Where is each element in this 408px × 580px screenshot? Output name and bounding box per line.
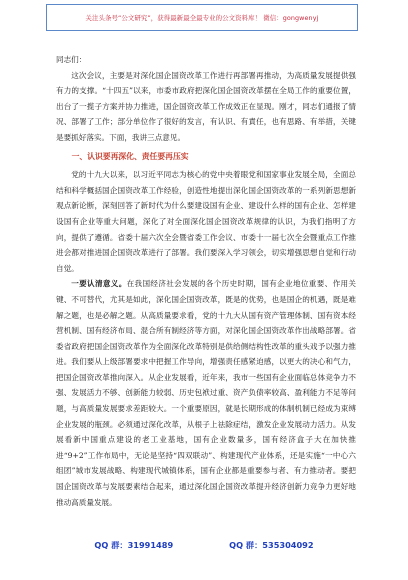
qq-group-1: QQ 群：31991489 (94, 540, 174, 550)
section-heading: 一、认识要再深化、责任要再压实 (71, 151, 189, 161)
salutation: 同志们： (56, 55, 87, 64)
paragraph-lead: 一要认清意义。 (71, 279, 127, 289)
qq-group-2: QQ 群：535304092 (229, 540, 314, 550)
body-paragraph: 党的十九大以来，以习近平同志为核心的党中央着眼党和国家事业发展全局，全面总结和科学概括国企国资改革工作经验，创造性地提出深化国企国资改革的一系列新思想新观点新论断，深刻回答了新时代为什么要建设国有企业、建设什么样的国有企业、怎样建设国有企业等重大问题，深化了对全面深化国企国资改革规律的认识，为我们指明了方向，提供了遵循。省委十届六次全会暨省委工作会议、市委十一届七次全会暨重点工作推进会都对推进国企国资改革进行了部署。我们要深入学习领会，切实增强思想自觉和行动自觉。 (56, 170, 356, 273)
body-paragraph (56, 276, 356, 510)
footer-contact (0, 540, 408, 551)
paragraph-text: 在我国经济社会发展的各个历史时期，国有企业地位重要、作用关键、不可替代，尤其是如此，深化国企国资改革，既是的优势，也是国企的机遇，既是难解之题，也是必解之题。从高质量要求看，党的十九大从国有资产管理体制、国有资本经营机制、国有经济布局、混合所有制经济等方面，对深化国企国资改革作出战略部署。省委省政府把国企国资改革作为全面深化改革特别是供给侧结构性改革的重头戏予以强力推进。我们要从上级部署要求中把握工作导向，增强责任感紧迫感，以更大的决心和气力，把国企国资改革推向深入。从企业发展看，近年来，我市一些国有企业面临总体竞争力不强、发展活力不够、创新能力较弱、历史包袱过重、资产负债率较高、盈利能力不足等问题，与高质量发展要求差距较大。一个重要原因，就是长期形成的体制机制已经成为束缚企业发展的瓶颈。必须通过深化改革，从根子上祛除症结，激发企业发展动力活力。从发展看新中国重点建设的老工业基地，国有企业数量多，国有经济盒子大在加快推进“9+2”工作布局中，无论是坚持“四双联动”、构建现代产业体系，还是实施“一中心六组团”城市发展战略、构建现代城镇体系，国有企业都是重要参与者、有力推动者。要把国企国资改革与发展要素结合起来，通过深化国企国资改革提升经济创新力竞争力更好地推动高质量发展。 (56, 279, 357, 507)
intro-paragraph: 这次会议，主要是对深化国企国资改革工作进行再部署再推动，为高质量发展提供强有力的支撑。“十四五”以来，市委市政府把深化国企国资改革摆在全局工作的重要位置，出台了一揽子方案并协力推进，国企国资改革工作成效正在显现。刚才，同志们通报了情况、部署了工作；部分单位作了很好的发言，有认识、有責任，也有思路、有举措，关键是要抓好落实。下面，我讲三点意见。 (56, 70, 356, 142)
document-body (56, 52, 356, 510)
header-banner: 关注头条号“公文研究”，获得最新最全最专业的公文资料库！ 微信：gongwenyj (46, 4, 358, 31)
